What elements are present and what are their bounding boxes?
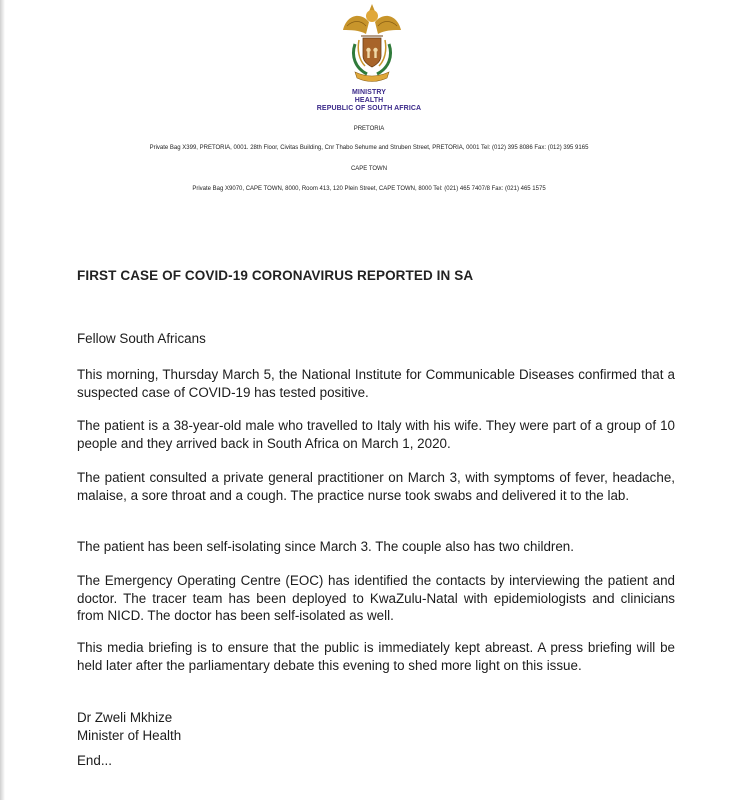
salutation: Fellow South Africans: [77, 331, 206, 346]
paragraph-6: This media briefing is to ensure that the public is immediately kept abreast. A press briefing will be held later after the parliamentary debate this evening to shed more light on this issue.: [77, 640, 675, 673]
signatory-title: Minister of Health: [77, 728, 182, 743]
paragraph-5: The Emergency Operating Centre (EOC) has identified the contacts by interviewing the patient and doctor. The tracer team has been deployed to KwaZulu-Natal with epidemiologists and clinicians from NICD. The doctor has been self-isolated as well.: [77, 573, 675, 623]
paragraph-3: The patient consulted a private general practitioner on March 3, with symptoms of fever, headache, malaise, a sore throat and a cough. The practice nurse took swabs and delivered it to the lab.: [77, 470, 675, 503]
city-cape-town: CAPE TOWN: [350, 166, 388, 172]
ministry-line-2: HEALTH: [354, 97, 384, 104]
signatory-name: Dr Zweli Mkhize: [77, 710, 173, 725]
document-heading: FIRST CASE OF COVID-19 CORONAVIRUS REPORTED IN SA: [77, 268, 474, 283]
south-africa-coat-of-arms-icon: [333, 0, 411, 86]
ministry-line-1: MINISTRY: [352, 89, 386, 96]
paragraph-4: The patient has been self-isolating since March 3. The couple also has two children.: [77, 539, 574, 554]
scan-edge-shadow: [0, 0, 5, 800]
ministry-line-3: REPUBLIC OF SOUTH AFRICA: [316, 105, 422, 112]
closing-text: End...: [77, 753, 112, 768]
paragraph-2: The patient is a 38-year-old male who travelled to Italy with his wife. They were part of a group of 10 people and they arrived back in South Africa on March 1, 2020.: [77, 418, 675, 451]
paragraph-1: This morning, Thursday March 5, the National Institute for Communicable Diseases confirmed that a suspected case of COVID-19 has tested positive.: [77, 367, 675, 400]
address-pretoria: Private Bag X399, PRETORIA, 0001. 28th Floor, Civitas Building, Cnr Thabo Sehume and Struben Street, PRETORIA, 0001 Tel: (012) 395 8086 Fax: (012) 395 9165: [149, 145, 589, 151]
address-cape-town: Private Bag X9070, CAPE TOWN, 8000, Room 413, 120 Plein Street, CAPE TOWN, 8000 Tel: (021) 465 7407/8 Fax: (021) 465 1575: [192, 186, 546, 192]
city-pretoria: PRETORIA: [353, 126, 385, 132]
